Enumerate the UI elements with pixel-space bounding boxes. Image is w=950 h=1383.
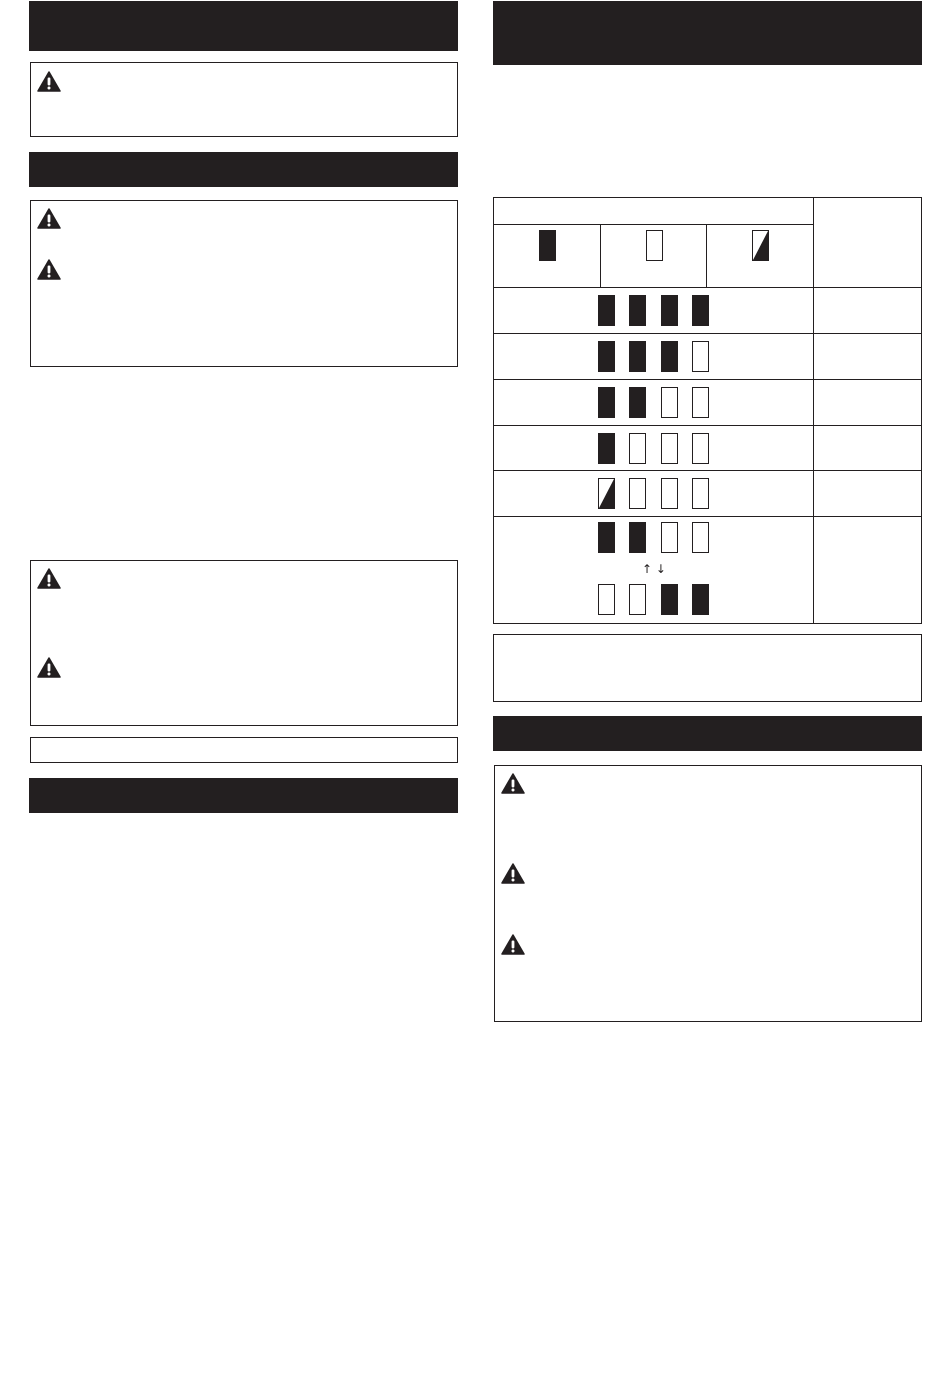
left-note-box (30, 737, 458, 763)
table-row-lamps-cell (493, 287, 814, 334)
lamp-off-icon (692, 341, 709, 372)
lamp-lighted-icon (598, 387, 615, 418)
lamp-lighted-icon (629, 522, 646, 553)
lamp-off-icon (661, 433, 678, 464)
lamp-blinking-icon (598, 478, 615, 509)
table-row-lamps-cell (493, 379, 814, 426)
lamp-lighted-icon (692, 295, 709, 326)
warning-icon (37, 71, 61, 92)
table-row-lamps-cell (493, 425, 814, 471)
warning-icon (37, 208, 61, 229)
lamp-lighted-icon (629, 387, 646, 418)
table-row-capacity-cell (813, 425, 922, 471)
lamp-blinking-icon (752, 230, 769, 261)
left-warning-box-3 (30, 560, 458, 726)
lamp-off-icon (661, 522, 678, 553)
right-section-header-1 (493, 1, 922, 65)
legend-cell-lighted (493, 224, 601, 288)
indicator-table (493, 197, 922, 624)
right-section-header-2 (493, 716, 922, 751)
table-row-capacity-cell (813, 287, 922, 334)
lamp-lighted-icon (598, 433, 615, 464)
lamp-lighted-icon (629, 295, 646, 326)
table-row-capacity-cell (813, 516, 922, 624)
lamp-off-icon (661, 387, 678, 418)
table-header-indicator-lamps (493, 197, 814, 225)
left-section-header-3 (29, 778, 458, 813)
lamp-off-icon (692, 478, 709, 509)
lamp-off-icon (646, 230, 663, 261)
left-warning-box-2 (30, 200, 458, 367)
lamp-lighted-icon (629, 341, 646, 372)
right-note-box (493, 634, 922, 702)
right-warning-box (494, 765, 922, 1022)
table-header-remaining-capacity (813, 197, 922, 288)
lamp-lighted-icon (598, 522, 615, 553)
legend-cell-blinking (706, 224, 814, 288)
left-warning-box-1 (30, 62, 458, 137)
legend-cell-off (600, 224, 707, 288)
table-row-lamps-cell (493, 470, 814, 517)
lamp-off-icon (692, 433, 709, 464)
warning-icon (37, 259, 61, 280)
lamp-off-icon (692, 522, 709, 553)
warning-icon (37, 657, 61, 678)
lamp-lighted-icon (661, 584, 678, 615)
lamp-off-icon (629, 478, 646, 509)
table-row-capacity-cell (813, 333, 922, 380)
table-row-capacity-cell (813, 379, 922, 426)
table-row-lamps-cell (493, 516, 814, 624)
warning-icon (37, 568, 61, 589)
lamp-lighted-icon (661, 341, 678, 372)
alternating-arrows-icon: ↑ ↓ (642, 562, 666, 576)
table-row-capacity-cell (813, 470, 922, 517)
lamp-lighted-icon (661, 295, 678, 326)
warning-icon (501, 934, 525, 955)
left-section-header-1 (29, 1, 458, 51)
left-section-header-2 (29, 152, 458, 187)
lamp-off-icon (692, 387, 709, 418)
lamp-off-icon (598, 584, 615, 615)
lamp-lighted-icon (598, 295, 615, 326)
lamp-off-icon (629, 584, 646, 615)
lamp-off-icon (629, 433, 646, 464)
lamp-lighted-icon (692, 584, 709, 615)
warning-icon (501, 773, 525, 794)
warning-icon (501, 863, 525, 884)
lamp-off-icon (661, 478, 678, 509)
lamp-lighted-icon (598, 341, 615, 372)
table-row-lamps-cell (493, 333, 814, 380)
lamp-lighted-icon (539, 230, 556, 261)
